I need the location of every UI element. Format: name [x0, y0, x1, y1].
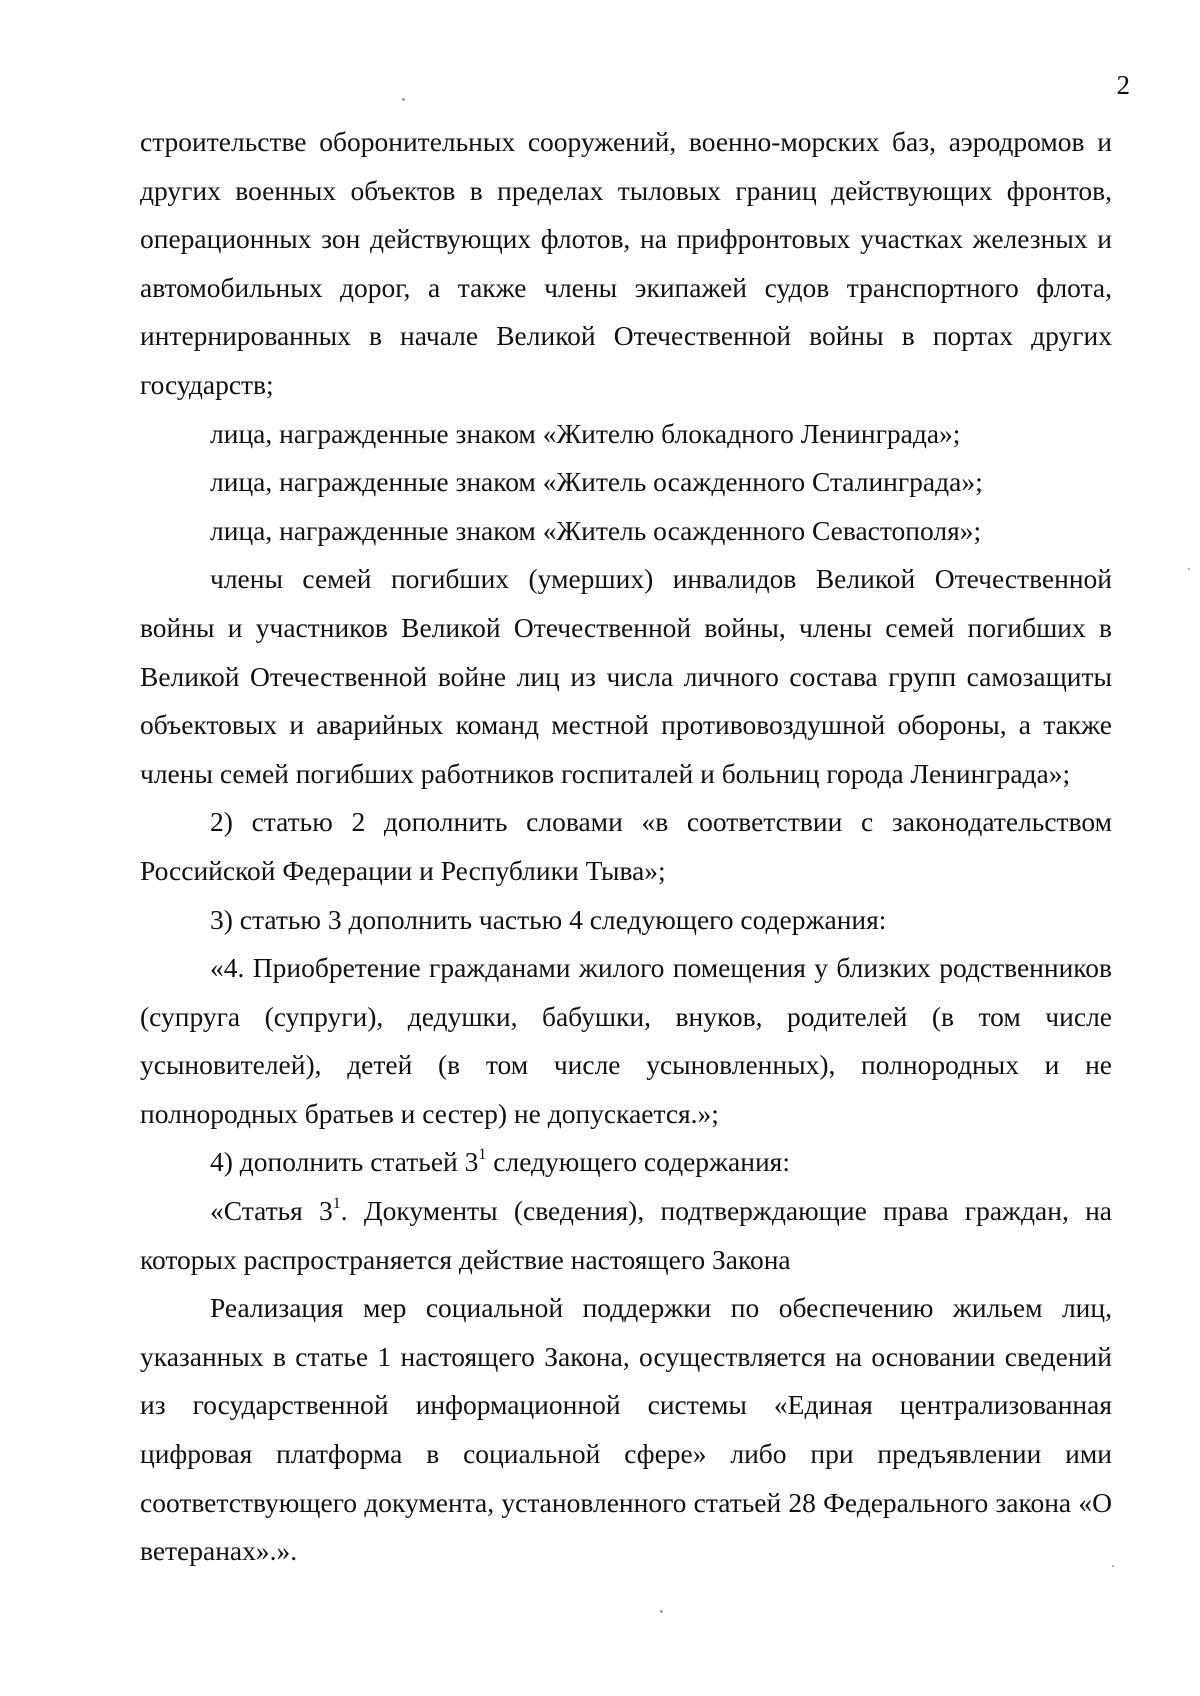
paragraph-sevastopol-badge: лица, награжденные знаком «Житель осажденного Севастополя»;	[210, 514, 982, 546]
superscript: 1	[332, 1194, 341, 1212]
superscript: 1	[478, 1146, 487, 1164]
scan-speck	[1112, 1565, 1114, 1567]
scan-speck	[402, 98, 405, 101]
paragraph-part-4: «4. Приобретение гражданами жилого помещения у близких родственников (супруга (супруги), дедушки, бабушки, внуков, родителей (в том числе усыновителей), детей (в том числе усыновленных), полнородных и не полнородных братьев и сестер) не допускается.»;	[140, 952, 1112, 1129]
article-title-start: «Статья 3	[210, 1195, 333, 1227]
paragraph-implementation: Реализация мер социальной поддержки по обеспечению жильем лиц, указанных в статье 1 настоящего Закона, осуществляется на основании сведений из государственной информационной системы «Единая централизованная цифровая платформа в социальной сфере» либо при предъявлении ими соответствующего документа, установленного статьей 28 Федерального закона «О ветеранах».».	[140, 1292, 1112, 1567]
scan-speck	[1188, 568, 1190, 570]
document-body	[140, 118, 1112, 1576]
article-title	[140, 1187, 1112, 1284]
paragraph-family-members: члены семей погибших (умерших) инвалидов Великой Отечественной войны и участников Великой Отечественной войны, члены семей погибших в Великой Отечественной войне лиц из числа личного состава групп самозащиты объектовых и аварийных команд местной противовоздушной обороны, а также члены семей погибших работников госпиталей и больниц города Ленинграда»;	[140, 563, 1112, 789]
amendment-4-text-end: следующего содержания:	[486, 1146, 790, 1178]
paragraph-amendment-4	[140, 1138, 1112, 1187]
page-number: 2	[1116, 70, 1130, 100]
paragraph-continuation: строительстве оборонительных сооружений, военно-морских баз, аэродромов и других военных объектов в пределах тыловых границ действующих фронтов, операционных зон действующих флотов, на прифронтовых участках железных и автомобильных дорог, а также члены экипажей судов транспортного флота, интернированных в начале Великой Отечественной войны в портах других государств;	[140, 126, 1112, 400]
paragraph-stalingrad-badge: лица, награжденные знаком «Житель осажденного Сталинграда»;	[210, 466, 983, 498]
article-title-end: . Документы (сведения), подтверждающие права граждан, на которых распространяется действие настоящего Закона	[140, 1195, 1112, 1275]
paragraph-amendment-3: 3) статью 3 дополнить частью 4 следующего содержания:	[210, 903, 887, 935]
scan-speck	[660, 1610, 663, 1613]
paragraph-leningrad-badge: лица, награжденные знаком «Жителю блокадного Ленинграда»;	[210, 417, 961, 449]
paragraph-amendment-2: 2) статью 2 дополнить словами «в соответствии с законодательством Российской Федерации и Республики Тыва»;	[140, 806, 1112, 886]
amendment-4-text: 4) дополнить статьей 3	[210, 1146, 479, 1178]
